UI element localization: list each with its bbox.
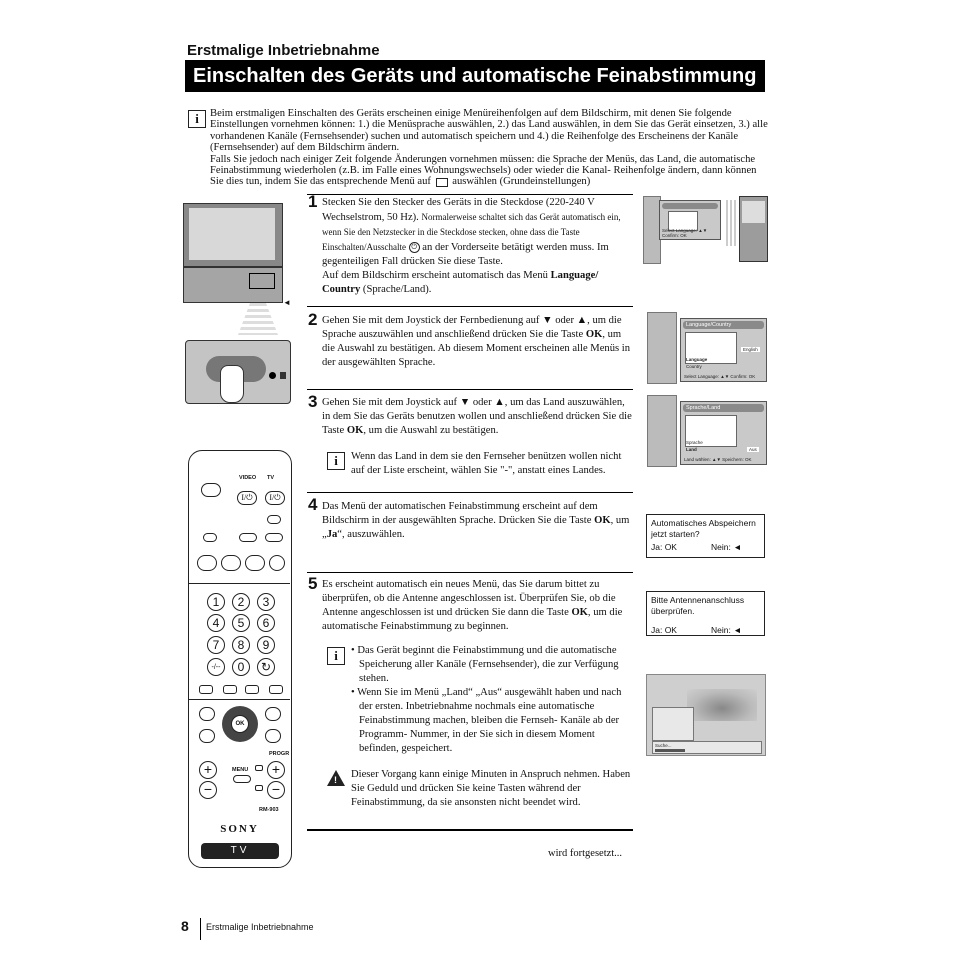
function-button[interactable] bbox=[269, 685, 283, 694]
step-4-text-c: “, auszuwählen. bbox=[337, 529, 405, 540]
divider bbox=[307, 572, 633, 573]
step-number: 4 bbox=[308, 495, 318, 514]
menu-item-country: Country bbox=[686, 364, 702, 369]
sprache-land-menu bbox=[647, 395, 767, 465]
volume-up-button[interactable]: + bbox=[199, 761, 217, 779]
digit-1-button[interactable]: 1 bbox=[207, 593, 225, 611]
function-button[interactable] bbox=[265, 729, 281, 743]
remote-control bbox=[188, 450, 292, 868]
auto-store-no: Nein: ◄ bbox=[711, 542, 742, 552]
program-up-button[interactable]: + bbox=[267, 761, 285, 779]
footer-divider bbox=[200, 918, 201, 940]
step-4-text-a: Das Menü der automatischen Feinabstimmung erscheint auf dem Bildschirm in der ausgewählten Sprache. Drücken Sie die Taste bbox=[322, 501, 598, 526]
antenna-check-dialog bbox=[646, 591, 765, 636]
page-number: 8 bbox=[181, 918, 189, 934]
step-5-warning: Dieser Vorgang kann einige Minuten in Anspruch nehmen. Haben Sie Geduld und drücken Sie keine Tasten während der Feinabstimmung, da sie ansonsten nicht beendet wird. bbox=[351, 769, 631, 808]
function-button[interactable] bbox=[245, 685, 259, 694]
arrow-indicator: ◄ bbox=[283, 298, 291, 307]
auto-store-yes: Ja: OK bbox=[651, 542, 677, 552]
bullet-2-text: Wenn Sie im Menü „Land“ „Aus“ ausgewählt haben und nach der ersten. Inbetriebnahme nochmals eine automatische Feinabstimmung machen, bleiben die Fernseh- Kanäle ab der Programm- Nummer, in der Sie sich in diesem Moment befinden, gespeichert. bbox=[357, 687, 622, 754]
intro-paragraph-2b: auswählen (Grundeinstellungen) bbox=[452, 176, 591, 188]
function-button[interactable] bbox=[199, 707, 215, 721]
step-1-text-b: an der Vorderseite betätigt werden muss. Im gegenteiligen Fall drücken Sie diese Taste. bbox=[322, 242, 609, 267]
step-5-text-bold: OK bbox=[571, 607, 588, 618]
menu-label: MENU bbox=[232, 767, 249, 773]
ok-button[interactable]: OK bbox=[231, 715, 249, 733]
step-1-text-c: Auf dem Bildschirm erscheint automatisch das Menü bbox=[322, 270, 548, 281]
step-2-text-b: , um die Auswahl zu bestätigen. Ab diesem Moment erscheinen alle Menüs in der ausgewählten Sprache. bbox=[322, 329, 631, 368]
step-number: 5 bbox=[308, 574, 318, 593]
color-button[interactable] bbox=[197, 555, 217, 571]
menu-panel bbox=[680, 318, 767, 382]
info-icon: i bbox=[327, 452, 345, 470]
step-4-text-b: , um „ bbox=[322, 515, 630, 540]
auto-store-dialog bbox=[646, 514, 765, 558]
step-2-text-bold: OK bbox=[585, 329, 603, 340]
picture-mode-button[interactable] bbox=[223, 685, 237, 694]
tv-mini bbox=[739, 196, 768, 262]
search-progress-bar bbox=[655, 749, 685, 752]
intro-text bbox=[210, 108, 770, 188]
menu-tab-strip bbox=[647, 312, 677, 384]
tv-label: TV bbox=[267, 475, 275, 481]
color-button[interactable] bbox=[269, 555, 285, 571]
auto-store-line1: Automatisches Abspeichern bbox=[651, 518, 756, 528]
section-label: Erstmalige Inbetriebnahme bbox=[187, 42, 380, 59]
menu-footer: Select Language: ▲▼ Confirm: OK bbox=[684, 374, 756, 379]
step-1-text-small: Normalerweise schaltet sich das Gerät automatisch ein, wenn Sie den Netzstecker in die Steckdose stecken, ohne dass die Taste Einschalten/Ausschalte bbox=[322, 212, 621, 252]
zoom-beam bbox=[238, 303, 278, 335]
menu-title: Sprache/Land bbox=[683, 404, 764, 412]
menu-tab-strip bbox=[647, 395, 677, 467]
intro-paragraph-1: Beim erstmaligen Einschalten des Geräts erscheinen einige Menüreihenfolgen auf dem Bildschirm, mit denen Sie folgende Einstellungen vornehmen können: 1.) die Menüsprache auswählen, 2.) das Land auswählen, in dem Sie das Gerät einsetzen, 3.) alle vorhandenen Kanäle (Fernsehsender) suchen und automatisch speichern und 4.) die Reihenfolge des Erscheinens der Kanäle (Fernsehsender) auf dem Bildschirm ändern. bbox=[210, 108, 768, 154]
function-button[interactable] bbox=[239, 533, 257, 542]
intro-paragraph-2a: Falls Sie jedoch nach einiger Zeit folgende Änderungen vornehmen müssen: die Sprache der Menüs, das Land, die automatische Feinabstimmung wiederholen (z.B. im Falle eines Wohnungswechsels) oder wieder die Kanal- Reihenfolge ändern, dann können Sie dies tun, indem Sie das entsprechende Menü auf bbox=[210, 153, 757, 188]
color-button[interactable] bbox=[245, 555, 265, 571]
function-button[interactable] bbox=[199, 729, 215, 743]
antenna-yes: Ja: OK bbox=[651, 625, 677, 635]
antenna-line2: überprüfen. bbox=[651, 606, 695, 616]
sound-mode-button[interactable] bbox=[199, 685, 213, 694]
digit-4-button[interactable]: 4 bbox=[207, 614, 225, 632]
search-label: Suche... bbox=[655, 743, 672, 748]
function-button[interactable] bbox=[265, 533, 283, 542]
menu-screen-mini bbox=[659, 200, 721, 240]
digit-5-button[interactable]: 5 bbox=[232, 614, 250, 632]
step-3-text bbox=[322, 396, 634, 438]
function-button[interactable] bbox=[255, 765, 263, 771]
step-1-text-bold: Language/ Country bbox=[322, 270, 599, 295]
menu-value: Aus bbox=[749, 447, 757, 452]
step-number: 3 bbox=[308, 392, 318, 411]
step-4-text bbox=[322, 500, 634, 542]
double-digit-button[interactable]: -/-- bbox=[207, 658, 225, 676]
continued-note: wird fortgesetzt... bbox=[548, 848, 623, 859]
step-4-text-bold: OK bbox=[594, 515, 611, 526]
digit-6-button[interactable]: 6 bbox=[257, 614, 275, 632]
step-5-text-b: , um die automatische Feinabstimmung zu beginnen. bbox=[322, 607, 623, 632]
step-2-text bbox=[322, 314, 634, 370]
power-button-closeup bbox=[185, 340, 291, 404]
step-2-text-a: Gehen Sie mit dem Joystick der Fernbedienung auf ▼ oder ▲, um die Sprache auszuwählen und anschließend drücken Sie die Taste bbox=[322, 315, 622, 340]
step-5-bullet-1: • Das Gerät beginnt die Feinabstimmung und die automatische Speicherung aller Kanäle (Fernsehsender), die zur Verfügung stehen. bbox=[351, 645, 619, 684]
step-1-text bbox=[322, 196, 634, 297]
function-button[interactable] bbox=[203, 533, 217, 542]
menu-panel bbox=[680, 401, 767, 465]
digit-9-button[interactable]: 9 bbox=[257, 636, 275, 654]
progr-label: PROGR bbox=[269, 751, 290, 757]
menu-item-land: Land bbox=[686, 447, 697, 452]
divider bbox=[307, 829, 633, 831]
step-number: 2 bbox=[308, 310, 318, 329]
bullet-1-text: Das Gerät beginnt die Feinabstimmung und die automatische Speicherung aller Kanäle (Fernsehsender), die zur Verfügung stehen. bbox=[357, 645, 619, 684]
step-3-text-bold: OK bbox=[346, 425, 364, 436]
step-1-illustration bbox=[643, 196, 768, 262]
step-3-text-a: Gehen Sie mit dem Joystick auf ▼ oder ▲, um das Land auszuwählen, in dem Sie das Geräts benutzen wollen und anschließend drücken Sie die Taste bbox=[322, 397, 632, 436]
step-5-bullet-2: • Wenn Sie im Menü „Land“ „Aus“ ausgewählt haben und nach der ersten. Inbetriebnahme nochmals eine automatische Feinabstimmung machen, bleiben die Fernseh- Kanäle ab der Programm- Nummer, in der Sie sich in diesem Moment befinden, gespeichert. bbox=[351, 687, 622, 754]
info-icon: i bbox=[327, 647, 345, 665]
hand-icon bbox=[220, 365, 244, 403]
warning-icon-mark: ! bbox=[334, 775, 337, 785]
menu-mini-footer: Select Language: ▲▼ Confirm: OK bbox=[662, 228, 708, 238]
divider bbox=[307, 492, 633, 493]
digit-8-button[interactable]: 8 bbox=[232, 636, 250, 654]
divider bbox=[307, 306, 633, 307]
function-button[interactable] bbox=[265, 707, 281, 721]
menu-footer: Land wählen: ▲▼ Speichern: OK bbox=[684, 457, 752, 462]
menu-item-language: Language bbox=[686, 357, 708, 362]
tv-illustration bbox=[183, 203, 283, 303]
step-4-text-bold2: Ja bbox=[326, 529, 338, 540]
digit-7-button[interactable]: 7 bbox=[207, 636, 225, 654]
divider bbox=[307, 389, 633, 390]
digit-3-button[interactable]: 3 bbox=[257, 593, 275, 611]
volume-down-button[interactable]: − bbox=[199, 781, 217, 799]
page-title: Einschalten des Geräts und automatische Feinabstimmung bbox=[185, 60, 765, 92]
tv-power-button[interactable]: I/⏻ bbox=[265, 491, 285, 505]
auto-store-line2: jetzt starten? bbox=[651, 529, 700, 539]
video-power-button[interactable]: I/⏻ bbox=[237, 491, 257, 505]
divider bbox=[307, 194, 633, 195]
step-1-text-d: (Sprache/Land). bbox=[362, 284, 432, 295]
digit-0-button[interactable]: 0 bbox=[232, 658, 250, 676]
color-button[interactable] bbox=[221, 555, 241, 571]
step-5-text bbox=[322, 578, 634, 634]
step-number: 1 bbox=[308, 192, 318, 211]
step-5-text-a: Es erscheint automatisch ein neues Menü, das Sie darum bittet zu überprüfen, ob die Antenne angeschlossen ist. Überprüfen Sie, ob die Antenne angeschlossen ist und drücken Sie dann die Taste bbox=[322, 579, 616, 618]
step-1-text-a: Stecken Sie den Stecker des Geräts in die Steckdose (220-240 V Wechselstrom, 50 Hz). bbox=[322, 197, 595, 223]
footer-section: Erstmalige Inbetriebnahme bbox=[206, 922, 314, 932]
program-down-button[interactable]: − bbox=[267, 781, 285, 799]
step-3-text-b: , um die Auswahl zu bestätigen. bbox=[363, 425, 499, 436]
background-image bbox=[687, 689, 757, 721]
step-3-note: Wenn das Land in dem sie den Fernseher benützen wollen nicht auf der Liste erscheint, wählen Sie "-", anstatt eines Landes. bbox=[351, 451, 622, 476]
language-country-menu bbox=[647, 312, 767, 382]
power-icon: ⏻ bbox=[409, 242, 420, 253]
auto-tuning-screen bbox=[646, 674, 766, 756]
menu-title: Language/Country bbox=[683, 321, 764, 329]
function-button[interactable] bbox=[255, 785, 263, 791]
antenna-no: Nein: ◄ bbox=[711, 625, 742, 635]
tv-badge: TV bbox=[201, 843, 279, 859]
brand-logo: SONY bbox=[220, 823, 259, 835]
model-label: RM-903 bbox=[259, 807, 279, 813]
step-5-bullets bbox=[351, 644, 635, 756]
antenna-line1: Bitte Antennenanschluss bbox=[651, 595, 745, 605]
menu-button[interactable] bbox=[233, 775, 251, 783]
mute-button[interactable] bbox=[201, 483, 221, 497]
menu-value: English bbox=[743, 347, 758, 352]
info-icon: i bbox=[188, 110, 206, 128]
teletext-button[interactable] bbox=[267, 515, 281, 524]
intro-paragraph-2 bbox=[210, 154, 770, 188]
toolbox-icon bbox=[436, 178, 448, 187]
video-label: VIDEO bbox=[239, 475, 257, 481]
jump-button[interactable]: ↻ bbox=[257, 658, 275, 676]
menu-item-sprache: Sprache bbox=[686, 440, 703, 445]
digit-2-button[interactable]: 2 bbox=[232, 593, 250, 611]
